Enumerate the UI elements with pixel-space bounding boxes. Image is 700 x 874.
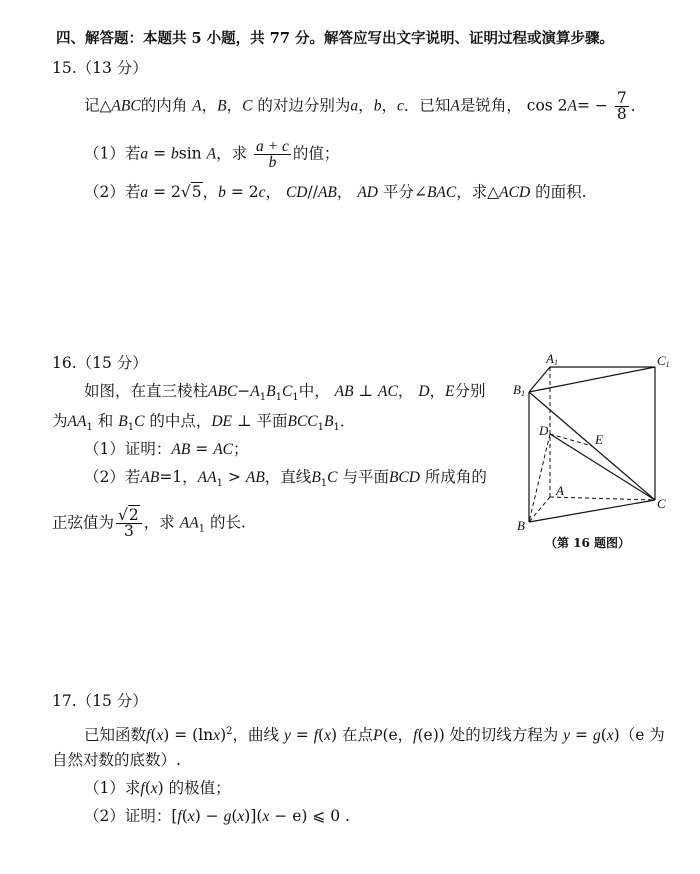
- q16-line6: 正弦值为 $\frac{√2}{3}$ ，求 $AA_1$ 的长.: [52, 506, 246, 540]
- q17-line1: 已知函数$f(x) = (\ln x)^2$，曲线 y = f(x) 在点P(e，f(e)) 处的切线方程为 y = g(x)（e 为: [84, 726, 665, 745]
- edge-b1c1: [529, 367, 655, 392]
- figure-caption: （第 16 题图）: [545, 536, 631, 550]
- section-heading: 四、解答题：本题共 5 小题，共 77 分。解答应写出文字说明、证明过程或演算步骤。: [56, 30, 614, 47]
- label-c: C: [657, 496, 666, 511]
- q16-part2: （2）若AB=1，$AA_1$ > AB，直线$B_1C$ 与平面BCD 所成角的: [84, 468, 487, 490]
- edge-ac: [550, 497, 655, 500]
- q15-fraction: $\frac{7}{8}$: [616, 89, 627, 123]
- label-b: B: [517, 518, 525, 533]
- q15-number: 15.（13 分）: [52, 59, 148, 77]
- q17-number: 17.（15 分）: [52, 692, 148, 710]
- label-b1: B1: [513, 382, 525, 398]
- label-e: E: [595, 432, 603, 447]
- label-d: D: [539, 423, 549, 438]
- label-a: A: [556, 483, 564, 498]
- q15-part2: （2）若a = 2√5，b = 2c， CD//AB， AD 平分∠BAC，求△ACD 的面积.: [84, 183, 587, 201]
- q17-line2: 自然对数的底数）.: [52, 751, 181, 769]
- q16-line2: 为$AA_1$ 和 $B_1C$ 的中点，DE ⊥ 平面$BCC_1B_1$．: [52, 412, 356, 434]
- q16-part1: （1）证明：AB = AC；: [84, 440, 249, 458]
- q17-part1: （1）求f(x) 的极值；: [84, 779, 231, 797]
- prism-figure: [505, 352, 680, 557]
- edge-bc: [529, 500, 655, 522]
- q15-part1: （1）若a = bsin A，求 $\frac{a + c}{b}$ 的值；: [84, 138, 340, 171]
- label-a1: A1: [546, 352, 558, 367]
- q16-line1: 如图，在直三棱柱$ABC-A_1B_1C_1$中， AB ⊥ AC， D，E分别: [84, 382, 486, 404]
- q16-number: 16.（15 分）: [52, 354, 148, 372]
- q15-intro: 记△ABC的内角 A，B，C 的对边分别为a，b，c．已知A是锐角， cos 2A= − $\frac{7}{8}$ ．: [84, 89, 647, 123]
- label-c1: C1: [657, 353, 670, 369]
- q17-part2: （2）证明：[f(x) − g(x)](x − e) ⩽ 0 .: [84, 807, 350, 825]
